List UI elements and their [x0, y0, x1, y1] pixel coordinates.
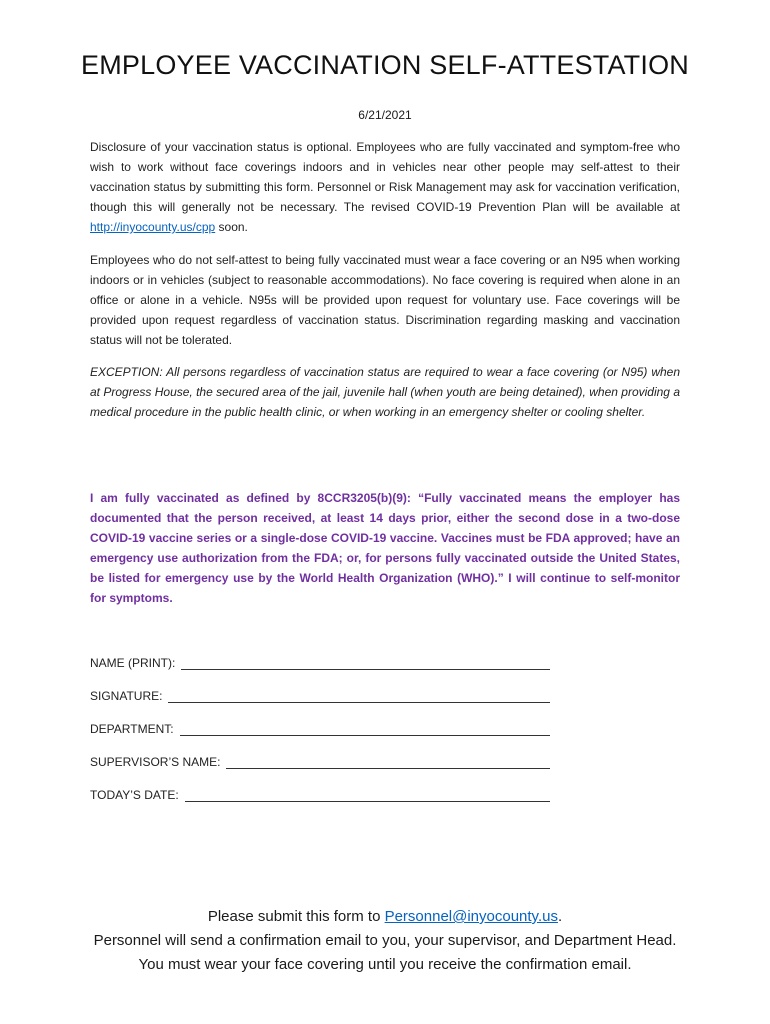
- exception-paragraph: EXCEPTION: All persons regardless of vaccination status are required to wear a face covering (or N95) when at Progress House, the secured area of the jail, juvenile hall (when youth are being detained), when providing a medical procedure in the public health clinic, or when working in an emergency shelter or cooling shelter.: [90, 365, 680, 419]
- department-label: DEPARTMENT:: [90, 722, 174, 736]
- disclosure-paragraph: [90, 137, 680, 237]
- confirmation-note: Personnel will send a confirmation email to you, your supervisor, and Department Head.: [93, 932, 677, 949]
- department-blank-line[interactable]: [180, 723, 550, 736]
- name-field[interactable]: [90, 656, 550, 670]
- face-covering-reminder: You must wear your face covering until you receive the confirmation email.: [138, 956, 632, 973]
- submit-text-end: .: [557, 908, 563, 925]
- name-blank-line[interactable]: [181, 657, 550, 670]
- disclosure-text-end: soon.: [215, 220, 248, 234]
- department-field[interactable]: [90, 722, 550, 736]
- personnel-email-link[interactable]: Personnel@inyocounty.us: [384, 908, 558, 925]
- submit-instruction: [0, 908, 770, 925]
- signature-blank-line[interactable]: [168, 690, 550, 703]
- date-blank-line[interactable]: [185, 789, 550, 802]
- submit-text: Please submit this form to: [207, 908, 385, 925]
- cpp-link[interactable]: http://inyocounty.us/cpp: [90, 220, 216, 234]
- name-label: NAME (PRINT):: [90, 656, 176, 670]
- signature-label: SIGNATURE:: [90, 689, 163, 703]
- date-label: TODAY’S DATE:: [90, 788, 179, 802]
- signature-field[interactable]: [90, 689, 550, 703]
- date-field[interactable]: [90, 788, 550, 802]
- document-date: 6/21/2021: [358, 108, 412, 122]
- face-covering-paragraph: Employees who do not self-attest to being fully vaccinated must wear a face covering or an N95 when working indoors or in vehicles (subject to reasonable accommodations). No face covering is required when alone in an office or alone in a vehicle. N95s will be provided upon request for voluntary use. Face coverings will be provided upon request regardless of vaccination status. Discrimination regarding masking and vaccination status will not be tolerated.: [90, 253, 680, 347]
- supervisor-label: SUPERVISOR’S NAME:: [90, 755, 221, 769]
- disclosure-text: Disclosure of your vaccination status is optional. Employees who are fully vaccinated and symptom-free who wish to work without face coverings indoors and in vehicles near other people may self-attest to their vaccination status by submitting this form. Personnel or Risk Management may ask for vaccination verification, though this will generally not be necessary. The revised COVID-19 Prevention Plan will be available at: [90, 140, 680, 214]
- document-title: EMPLOYEE VACCINATION SELF-ATTESTATION: [81, 50, 689, 80]
- attestation-statement: I am fully vaccinated as defined by 8CCR3205(b)(9): “Fully vaccinated means the employer has documented that the person received, at least 14 days prior, either the second dose in a two-dose COVID-19 vaccine series or a single-dose COVID-19 vaccine. Vaccines must be FDA approved; have an emergency use authorization from the FDA; or, for persons fully vaccinated outside the United States, be listed for emergency use by the World Health Organization (WHO).” I will continue to self-monitor for symptoms.: [90, 491, 680, 605]
- supervisor-field[interactable]: [90, 755, 550, 769]
- supervisor-blank-line[interactable]: [226, 756, 550, 769]
